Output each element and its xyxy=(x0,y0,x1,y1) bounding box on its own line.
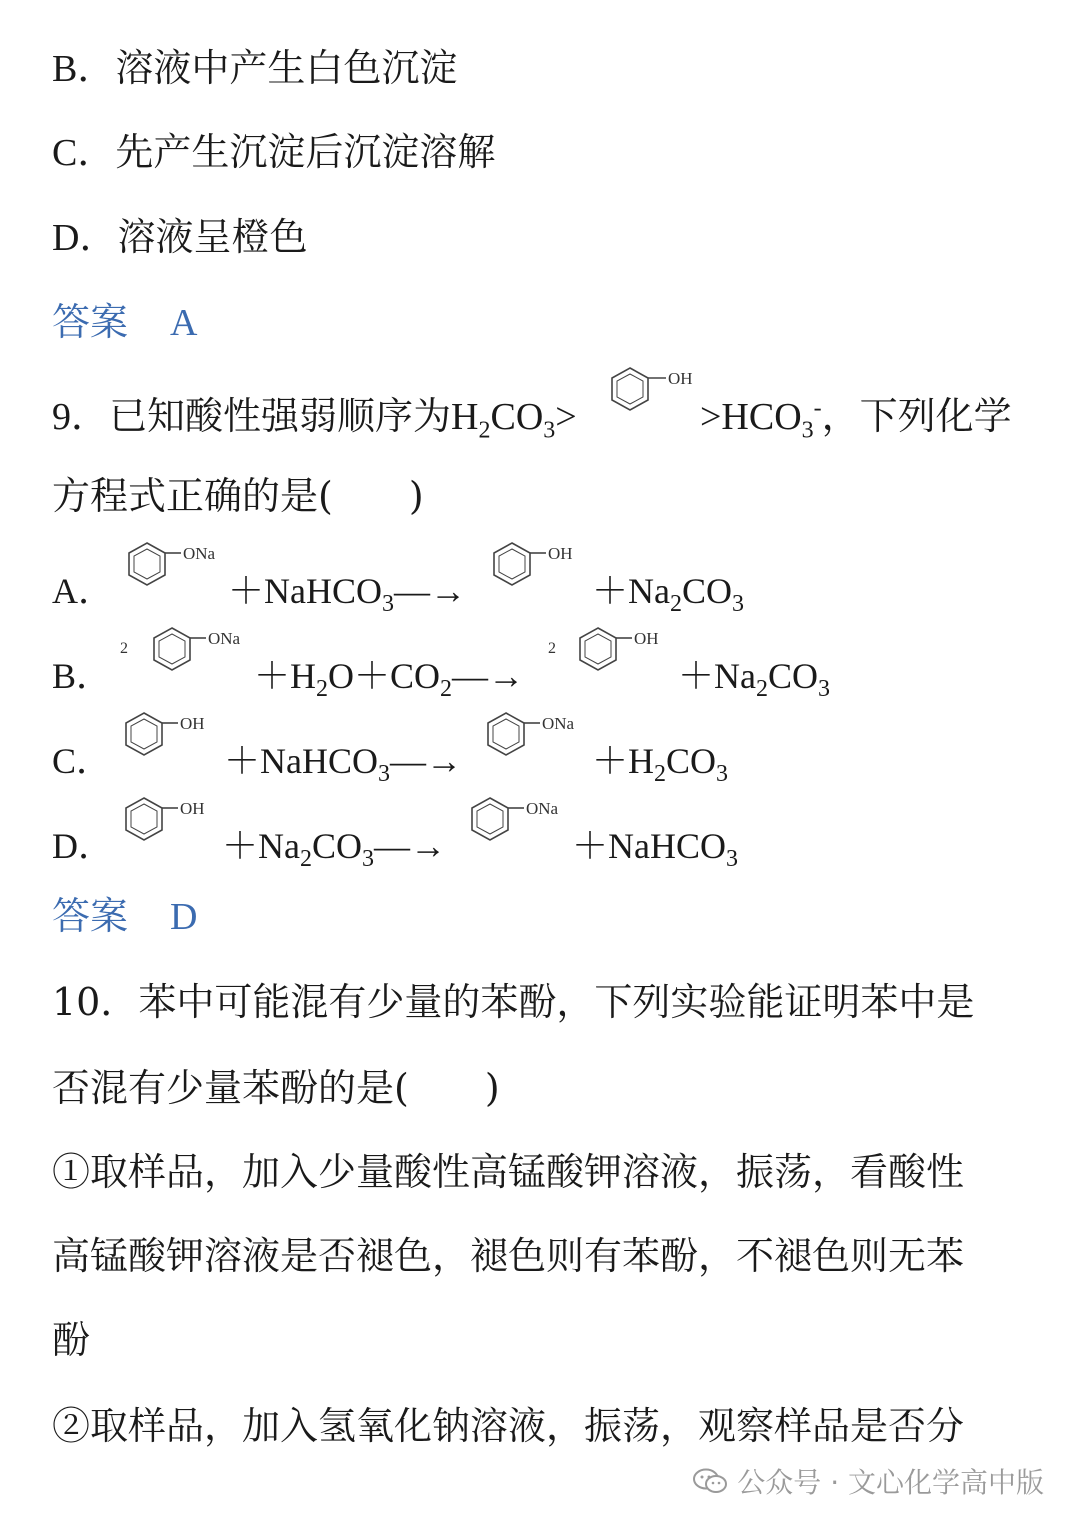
q10-item2-line1: ②取样品，加入氢氧化钠溶液，振荡，观察样品是否分 xyxy=(52,1404,965,1448)
option-b-q8: B．溶液中产生白色沉淀 xyxy=(52,46,458,90)
svg-text:OH: OH xyxy=(634,629,659,648)
phenol-icon xyxy=(568,620,678,680)
svg-text:OH: OH xyxy=(180,799,205,818)
svg-text:ONa: ONa xyxy=(183,544,216,563)
option-d-q8: D．溶液呈橙色 xyxy=(52,215,308,259)
svg-text:ONa: ONa xyxy=(208,629,241,648)
q9-option-c: C． OH ＋NaHCO$_3$―→ ONa $+H_2CO_3$ xyxy=(52,705,1052,785)
q10-stem-line2: 否混有少量苯酚的是( ) xyxy=(52,1066,500,1110)
answer-q8: 答案 A xyxy=(52,300,198,344)
svg-text:OH: OH xyxy=(180,714,205,733)
sodium-phenoxide-icon xyxy=(117,535,227,595)
svg-text:OH: OH xyxy=(548,544,573,563)
phenol-structure-icon xyxy=(600,360,710,430)
q10-stem-line1: 10．苯中可能混有少量的苯酚，下列实验能证明苯中是 xyxy=(52,980,975,1024)
q10-item1-line2: 高锰酸钾溶液是否褪色，褪色则有苯酚，不褪色则无苯 xyxy=(52,1234,965,1278)
sodium-phenoxide-icon xyxy=(142,620,252,680)
sodium-phenoxide-icon xyxy=(460,790,570,850)
q9-option-a: A． ONa ＋NaHCO$_3$―→ OH $+Na_2CO_3$ xyxy=(52,535,1052,615)
phenol-icon xyxy=(114,705,224,765)
svg-text:ONa: ONa xyxy=(542,714,575,733)
phenol-icon xyxy=(482,535,592,595)
wechat-icon xyxy=(693,1468,727,1494)
svg-text:ONa: ONa xyxy=(526,799,559,818)
answer-q9: 答案 D xyxy=(52,894,198,938)
sodium-phenoxide-icon xyxy=(476,705,586,765)
q9-stem-line2: 方程式正确的是( ) xyxy=(52,474,424,518)
q10-item1-line1: ①取样品，加入少量酸性高锰酸钾溶液，振荡，看酸性 xyxy=(52,1150,965,1194)
q9-stem-line1-end: $>HCO_3^-$，下列化学 xyxy=(700,394,1012,444)
q9-option-d: D． OH $+Na_2CO_3―\to$ ONa ＋NaHCO$_3$ xyxy=(52,790,1052,870)
watermark: 公众号 · 文心化学高中版 xyxy=(693,1461,1044,1501)
svg-text:OH: OH xyxy=(668,369,693,388)
q10-item1-line3: 酚 xyxy=(52,1318,91,1362)
option-c-q8: C．先产生沉淀后沉淀溶解 xyxy=(52,130,496,174)
q9-stem-line1: 9．已知酸性强弱顺序为$H_2CO_3>$ xyxy=(52,394,577,444)
phenol-icon xyxy=(114,790,224,850)
q9-option-b: B． 2 ONa $+H_2O+CO_2―\to$ 2 OH $+Na_2CO_3$ xyxy=(52,620,1052,700)
